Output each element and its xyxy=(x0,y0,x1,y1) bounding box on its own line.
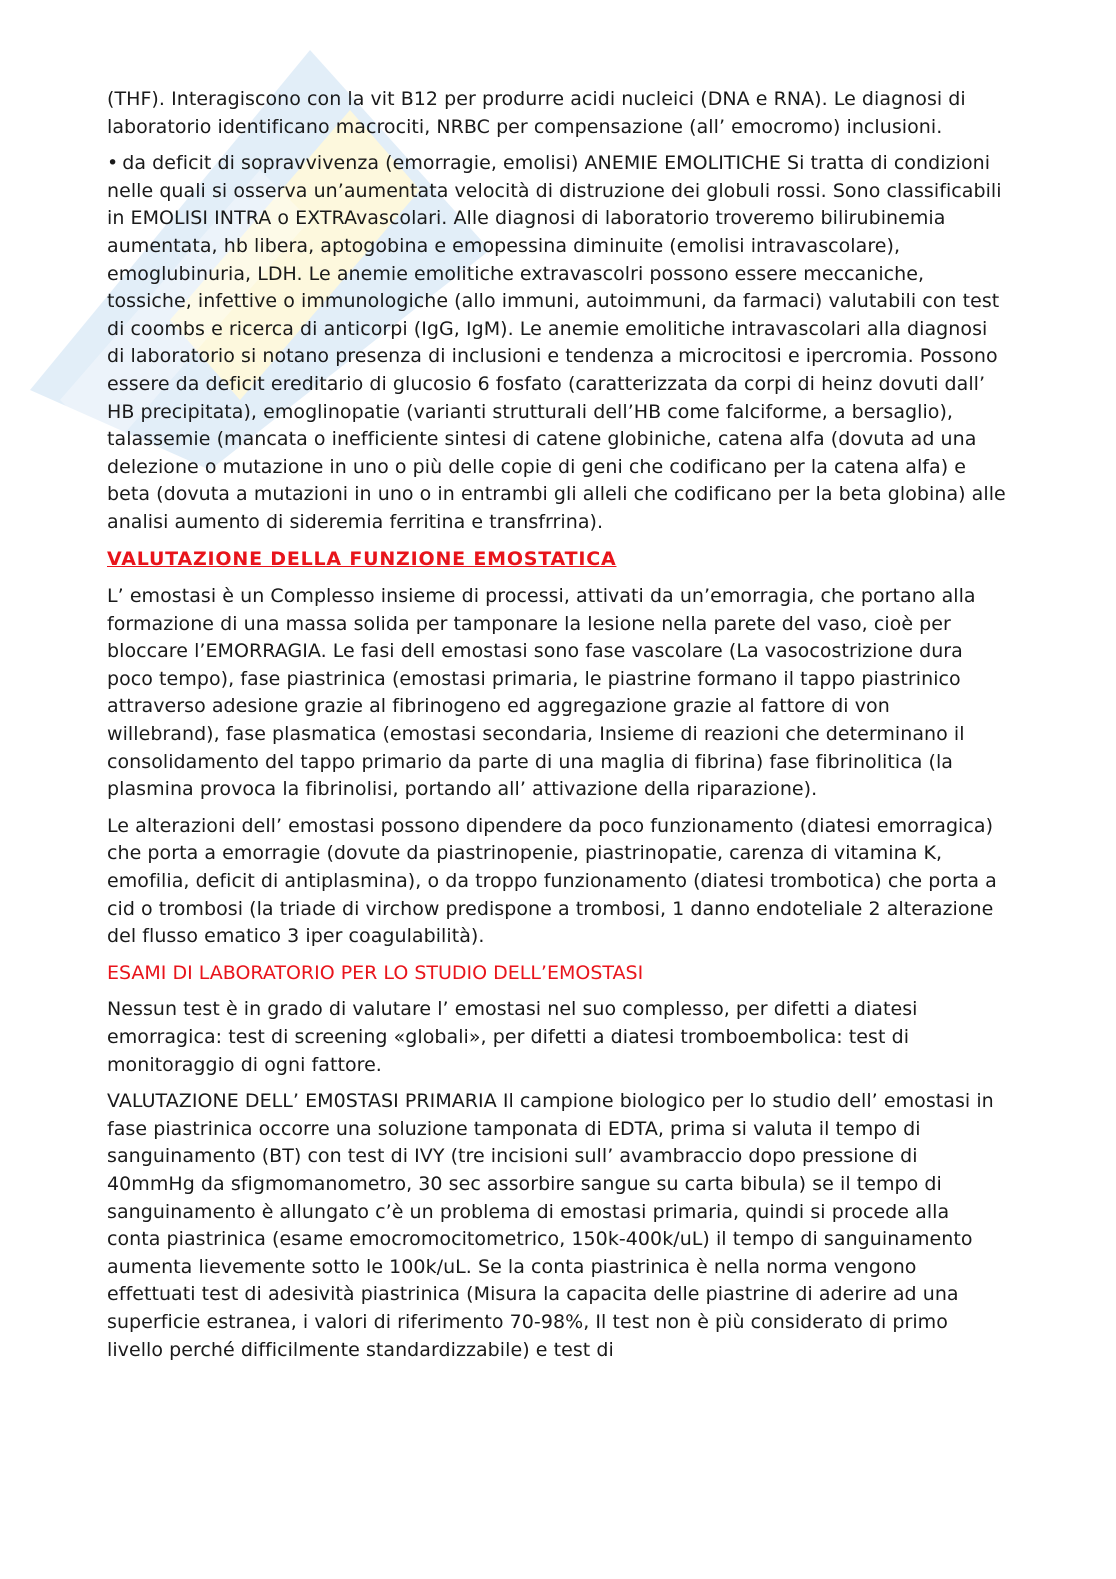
paragraph-emostasi-primaria: VALUTAZIONE DELL’ EM0STASI PRIMARIA Il campione biologico per lo studio dell’ emostasi in fase piastrinica occorre una soluzione tamponata di EDTA, prima si valuta il tempo di sanguinamento (BT) con test di IVY (tre incisioni sull’ avambraccio dopo pressione di 40mmHg da sfigmomanometro, 30 sec assorbire sangue su carta bibula) se il tempo di sanguinamento è allungato c’è un problema di emostasi primaria, quindi si procede alla conta piastrinica (esame emocromocitometrico, 150k-400k/uL) il tempo di sanguinamento aumenta lievemente sotto le 100k/uL. Se la conta piastrinica è nella norma vengono effettuati test di adesività piastrinica (Misura la capacita delle piastrine di aderire ad una superficie estranea, i valori di riferimento 70-98%, Il test non è più considerato di primo livello perché difficilmente standardizzabile) e test di xyxy=(107,1090,994,1361)
paragraph-anemie-emolitiche-text: da deficit di sopravvivenza (emorragie, emolisi) ANEMIE EMOLITICHE Si tratta di condizioni nelle quali si osserva un’aumentata velocità di distruzione dei globuli rossi. Sono classificabili in EMOLISI INTRA o EXTRAvascolari. Alle diagnosi di laboratorio troveremo bilirubinemia aumentata, hb libera, aptogobina e emopessina diminuite (emolisi intravascolare), emoglubinuria, LDH. Le anemie emolitiche extravascolri possono essere meccaniche, tossiche, infettive o immunologiche (allo immuni, autoimmuni, da farmaci) valutabili con test di coombs e ricerca di anticorpi (IgG, IgM). Le anemie emolitiche intravascolari alla diagnosi di laboratorio si notano presenza di inclusioni e tendenza a microcitosi e ipercromia. Possono essere da deficit ereditario di glucosio 6 fosfato (caratterizzata da corpi di heinz dovuti dall’ HB precipitata), emoglinopatie (varianti strutturali dell’HB come falciforme, a bersaglio), talassemie (mancata o inefficiente sintesi di catene globiniche, catena alfa (dovuta ad una delezione o mutazione in uno o più delle copie di geni che codificano per la catena alfa) e beta (dovuta a mutazioni in uno o in entrambi gli alleli che codificano per la beta globina) alle analisi aumento di sideremia ferritina e transfrrina). xyxy=(107,152,1006,533)
paragraph-anemie-emolitiche xyxy=(107,150,1007,536)
paragraph-thf: (THF). Interagiscono con la vit B12 per produrre acidi nucleici (DNA e RNA). Le diagnosi di laboratorio identificano macrociti, NRBC per compensazione (all’ emocromo) inclusioni. xyxy=(107,88,966,138)
section-heading-esami-laboratorio: ESAMI DI LABORATORIO PER LO STUDIO DELL’EMOSTASI xyxy=(107,961,644,984)
document-page xyxy=(107,86,1007,1373)
bullet-marker: • xyxy=(107,152,119,175)
paragraph-alterazioni: Le alterazioni dell’ emostasi possono dipendere da poco funzionamento (diatesi emorragica) che porta a emorragie (dovute da piastrinopenie, piastrinopatie, carenza di vitamina K, emofilia, deficit di antiplasmina), o da troppo funzionamento (diatesi trombotica) che porta a cid o trombosi (la triade di virchow predispone a trombosi, 1 danno endoteliale 2 alterazione del flusso ematico 3 iper coagulabilità). xyxy=(107,814,997,948)
section-heading-funzione-emostatica: VALUTAZIONE DELLA FUNZIONE EMOSTATICA xyxy=(107,547,617,570)
paragraph-emostasi: L’ emostasi è un Complesso insieme di processi, attivati da un’emorragia, che portano alla formazione di una massa solida per tamponare la lesione nella parete del vaso, cioè per bloccare l’EMORRAGIA. Le fasi dell emostasi sono fase vascolare (La vasocostrizione dura poco tempo), fase piastrinica (emostasi primaria, le piastrine formano il tappo piastrinico attraverso adesione grazie al fibrinogeno ed aggregazione grazie al fattore di von willebrand), fase plasmatica (emostasi secondaria, Insieme di reazioni che determinano il consolidamento del tappo primario da parte di una maglia di fibrina) fase fibrinolitica (la plasmina provoca la fibrinolisi, portando all’ attivazione della riparazione). xyxy=(107,585,976,801)
paragraph-nessun-test: Nessun test è in grado di valutare l’ emostasi nel suo complesso, per difetti a diatesi emorragica: test di screening «globali», per difetti a diatesi tromboembolica: test di monitoraggio di ogni fattore. xyxy=(107,998,918,1076)
